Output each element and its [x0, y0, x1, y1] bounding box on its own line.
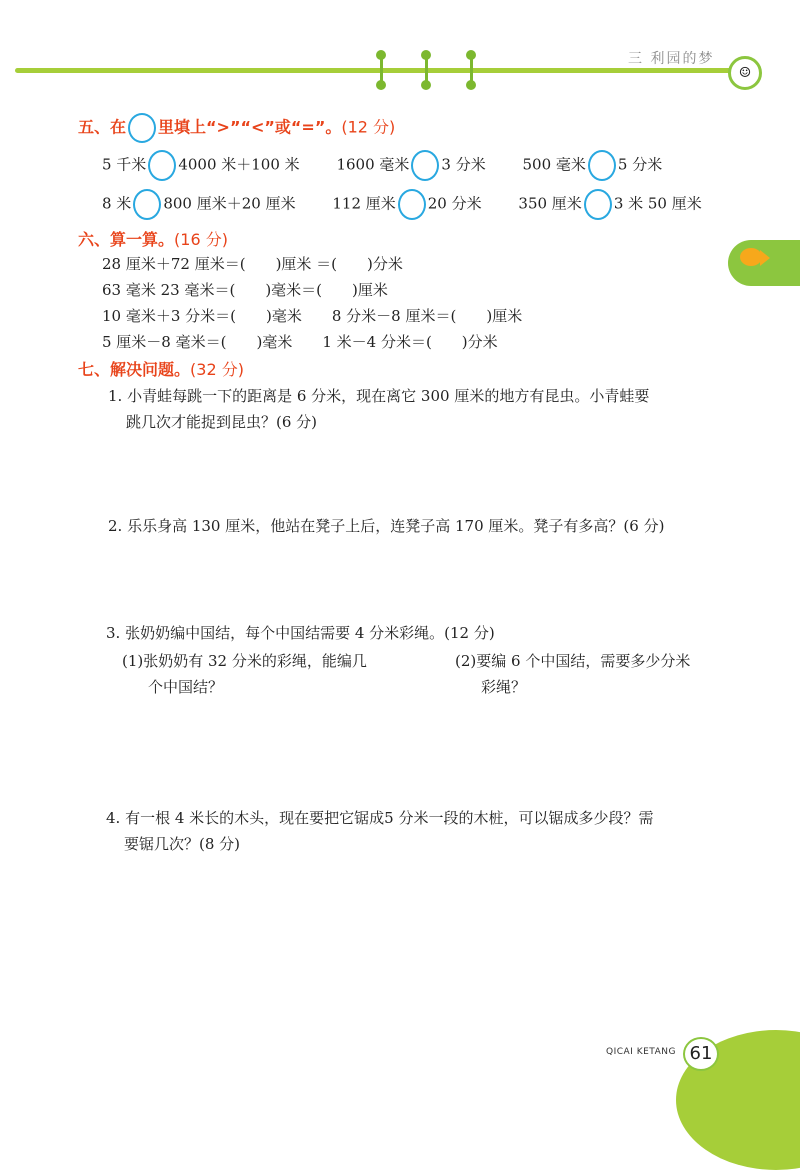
compare-left: 1600 毫米 [336, 155, 410, 174]
compare-right: 3 米 50 厘米 [613, 194, 702, 213]
section-6-title-text: 六、算一算。 [78, 230, 175, 249]
footer-brand: QICAI KETANG [606, 1047, 676, 1057]
compare-right: 4000 米＋100 米 [178, 155, 300, 174]
page-number: 61 [683, 1037, 719, 1071]
fish-icon [740, 248, 762, 266]
blank-circle-icon [128, 113, 156, 143]
section-5-title-a: 五、在 [78, 117, 127, 137]
compare-row-2 [102, 189, 734, 220]
compare-right: 5 分米 [617, 155, 663, 174]
chapter-title: 三 利园的梦 [628, 51, 715, 67]
compare-item [522, 150, 662, 181]
compare-right: 20 分米 [427, 194, 482, 213]
compare-item [518, 189, 701, 220]
mascot-icon: ☺ [728, 56, 762, 90]
compare-right: 800 厘米＋20 厘米 [163, 194, 296, 213]
question-3-part-2 [455, 648, 690, 700]
question-1 [108, 383, 649, 435]
question-3-part-2-line-2: 彩绳？ [481, 678, 527, 696]
section-6-points: (16 分) [174, 230, 228, 249]
compare-left: 8 米 [102, 194, 132, 213]
calc-line: 10 毫米＋3 分米＝( )毫米 8 分米－8 厘米＝( )厘米 [102, 307, 523, 325]
ring-icon [466, 50, 476, 90]
section-5-points: (12 分) [341, 117, 396, 137]
question-3-part-1-line-1: (1)张奶奶有 32 分米的彩绳，能编几 [122, 652, 367, 670]
calc-line: 63 毫米 23 毫米＝( )毫米＝( )厘米 [102, 281, 388, 299]
section-7-points: (32 分) [190, 360, 244, 379]
compare-item [332, 189, 481, 220]
question-3-part-1-line-2: 个中国结？ [148, 678, 224, 696]
compare-item [336, 150, 485, 181]
ring-icon [421, 50, 431, 90]
question-3-part-2-line-1: (2)要编 6 个中国结，需要多少分米 [455, 652, 691, 670]
section-6-title [78, 227, 228, 250]
answer-circle[interactable] [133, 189, 161, 220]
question-4-line-1: 4. 有一根 4 米长的木头，现在要把它锯成5 分米一段的木桩，可以锯成多少段？需 [106, 809, 654, 827]
section-5-title-b: 里填上“>”“<”或“=”。 [158, 117, 342, 137]
compare-left: 500 毫米 [522, 155, 586, 174]
question-3: 3. 张奶奶编中国结，每个中国结需要 4 分米彩绳。(12 分) [106, 624, 495, 642]
answer-circle[interactable] [584, 189, 612, 220]
ring-icon [376, 50, 386, 90]
compare-left: 5 千米 [102, 155, 147, 174]
answer-circle[interactable] [398, 189, 426, 220]
header-rule [15, 68, 735, 73]
compare-left: 112 厘米 [332, 194, 396, 213]
answer-circle[interactable] [148, 150, 176, 181]
question-1-line-2: 跳几次才能捉到昆虫？(6 分) [126, 413, 318, 431]
section-5-title [78, 113, 395, 143]
compare-left: 350 厘米 [518, 194, 582, 213]
question-2: 2. 乐乐身高 130 厘米，他站在凳子上后，连凳子高 170 厘米。凳子有多高？(6 分) [108, 517, 665, 535]
answer-circle[interactable] [411, 150, 439, 181]
compare-item [102, 150, 300, 181]
calc-line: 28 厘米＋72 厘米＝( )厘米 ＝( )分米 [102, 255, 403, 273]
question-4-line-2: 要锯几次？(8 分) [124, 835, 241, 853]
fish-tail-icon [760, 250, 770, 266]
compare-row-1 [102, 150, 694, 181]
question-3-part-1 [122, 648, 367, 700]
compare-right: 3 分米 [441, 155, 486, 174]
section-7-title-text: 七、解决问题。 [78, 360, 191, 379]
section-7-title [78, 357, 244, 380]
compare-item [102, 189, 296, 220]
answer-circle[interactable] [588, 150, 616, 181]
question-1-line-1: 1. 小青蛙每跳一下的距离是 6 分米，现在离它 300 厘米的地方有昆虫。小青蛙要 [108, 387, 650, 405]
question-4 [106, 805, 653, 857]
calc-line: 5 厘米－8 毫米＝( )毫米 1 米－4 分米＝( )分米 [102, 333, 498, 351]
